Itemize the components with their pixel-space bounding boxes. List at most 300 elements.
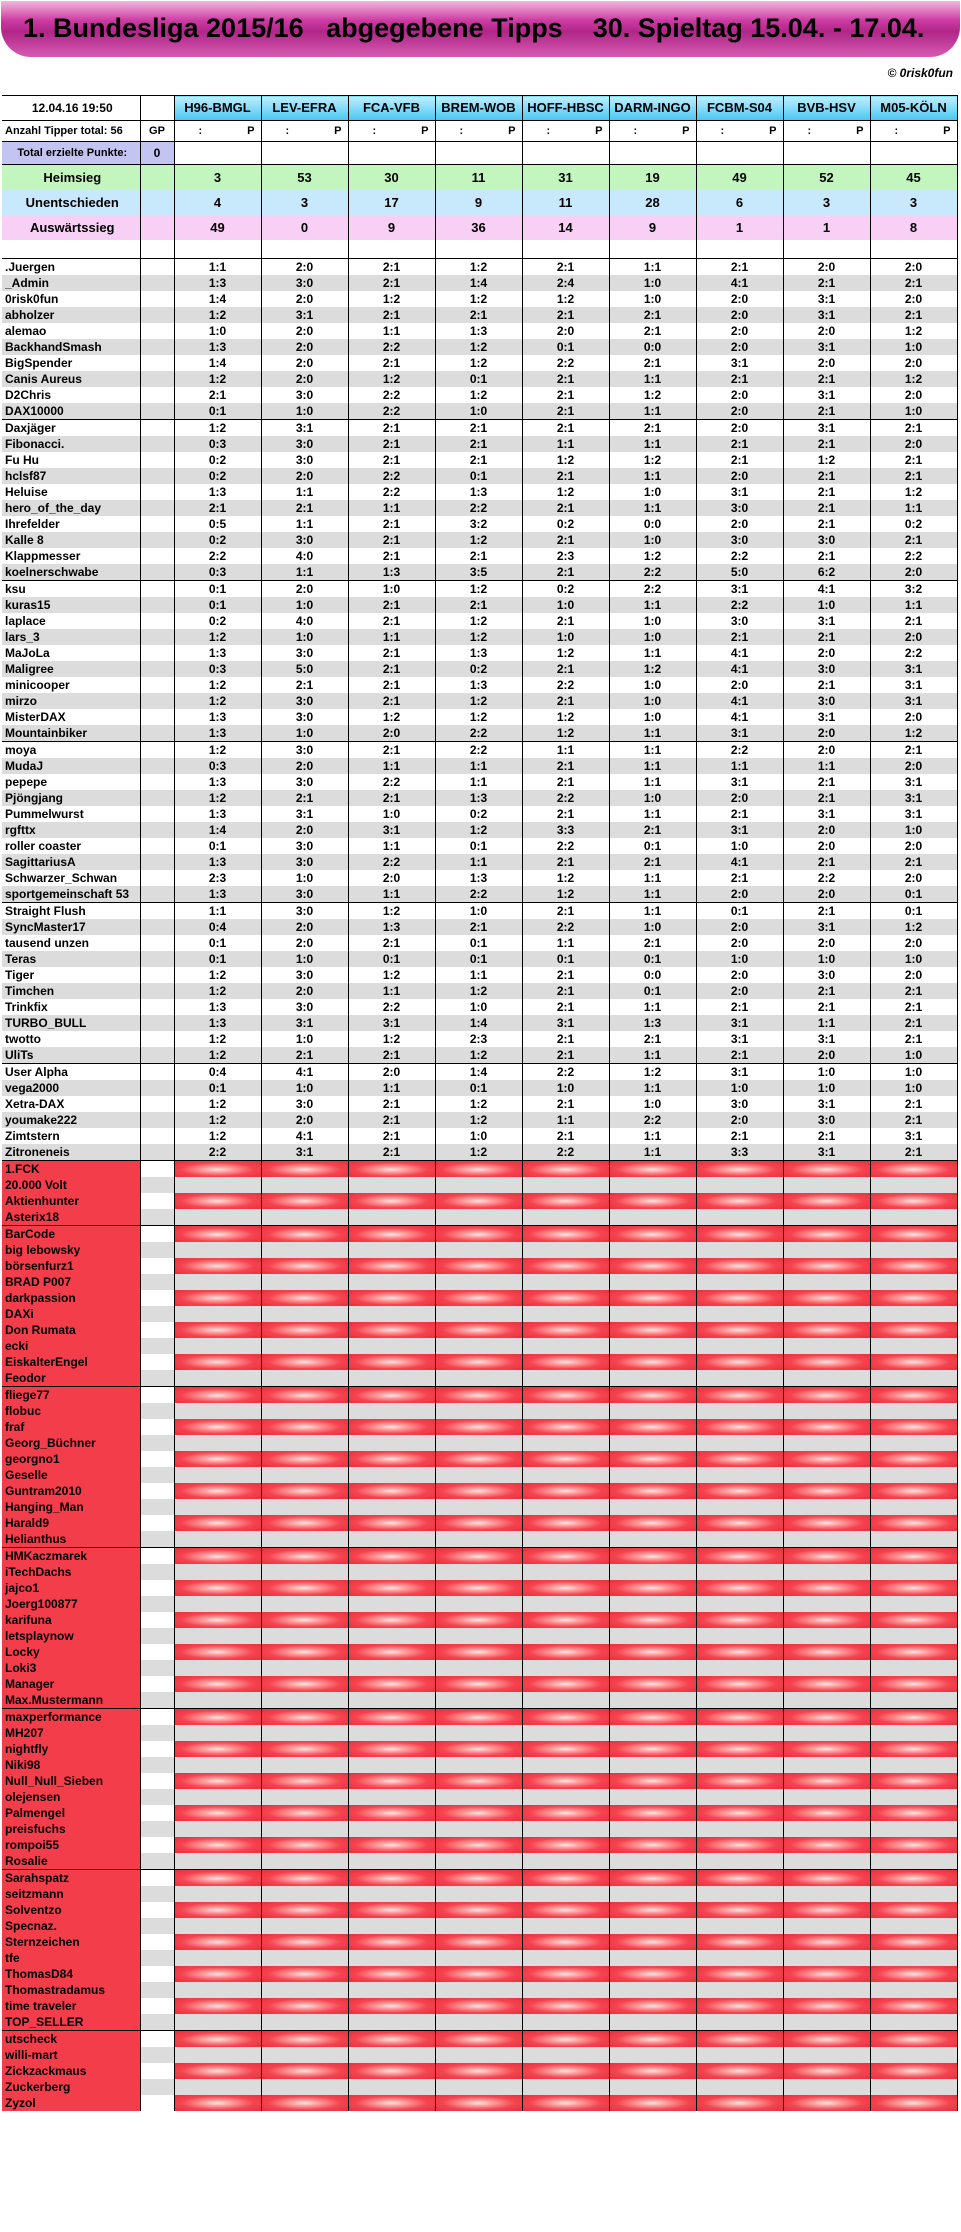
tipper-name: .Juergen — [2, 259, 140, 276]
tip-cell: 2:1 — [783, 1128, 870, 1144]
hidden-tip-blur — [609, 1403, 696, 1419]
tipper-row — [2, 436, 957, 452]
tip-cell: 2:1 — [522, 564, 609, 581]
tip-cell: 2:0 — [261, 291, 348, 307]
hidden-tip-blur — [261, 1709, 348, 1726]
hidden-tip-blur — [348, 1531, 435, 1548]
tip-cell: 2:0 — [261, 339, 348, 355]
hidden-tip-blur — [261, 2095, 348, 2111]
tipper-gp — [140, 1676, 174, 1692]
hidden-tip-blur — [261, 1773, 348, 1789]
tip-cell: 1:2 — [174, 790, 261, 806]
tip-cell: 1:0 — [609, 677, 696, 693]
tip-cell: 2:1 — [870, 854, 957, 870]
hidden-tip-blur — [522, 2031, 609, 2048]
tip-cell: 1:0 — [261, 1031, 348, 1047]
hidden-tip-blur — [870, 1725, 957, 1741]
tip-cell: 4:1 — [783, 581, 870, 598]
tipper-row — [2, 629, 957, 645]
tipper-name: ksu — [2, 581, 140, 598]
hidden-tip-blur — [783, 1370, 870, 1387]
hidden-tip-blur — [435, 1370, 522, 1387]
points-label: P — [682, 125, 690, 137]
hidden-tip-blur — [435, 1499, 522, 1515]
tip-cell: 4:1 — [696, 661, 783, 677]
hidden-tip-blur — [870, 1789, 957, 1805]
hidden-tip-blur — [261, 1274, 348, 1290]
tip-cell: 3:2 — [870, 581, 957, 598]
tip-cell: 3:1 — [783, 420, 870, 437]
tipper-gp — [140, 1161, 174, 1178]
tipper-name: maxperformance — [2, 1709, 140, 1726]
hidden-tip-blur — [348, 1998, 435, 2014]
tipper-name: Niki98 — [2, 1757, 140, 1773]
hidden-tip-blur — [174, 1483, 261, 1499]
tip-cell: 2:1 — [870, 1031, 957, 1047]
tip-cell: 2:1 — [870, 613, 957, 629]
tip-cell: 1:2 — [174, 371, 261, 387]
tip-cell: 1:0 — [261, 629, 348, 645]
tip-cell: 2:1 — [348, 1096, 435, 1112]
hidden-tip-blur — [348, 1274, 435, 1290]
hidden-tip-blur — [261, 1290, 348, 1306]
tip-cell: 2:0 — [261, 758, 348, 774]
tipper-gp — [140, 1387, 174, 1404]
tipper-gp — [140, 1031, 174, 1047]
tip-cell: 2:1 — [609, 935, 696, 951]
hidden-tip-blur — [348, 1660, 435, 1676]
hidden-tip-blur — [522, 1709, 609, 1726]
tip-cell: 1:2 — [870, 484, 957, 500]
hidden-tip-blur — [522, 1660, 609, 1676]
tipper-gp — [140, 1692, 174, 1709]
tipper-gp — [140, 1047, 174, 1064]
hidden-tip-blur — [174, 1226, 261, 1243]
hidden-tip-blur — [435, 2079, 522, 2095]
hidden-tip-blur — [522, 2014, 609, 2031]
hidden-tipper-row — [2, 1692, 957, 1709]
hidden-tip-blur — [348, 1467, 435, 1483]
tip-cell: 1:2 — [783, 452, 870, 468]
tip-cell: 2:1 — [435, 420, 522, 437]
tip-cell: 1:0 — [261, 870, 348, 886]
tipper-gp — [140, 725, 174, 742]
hidden-tip-blur — [435, 1870, 522, 1887]
hidden-tip-blur — [174, 1403, 261, 1419]
tipper-gp — [140, 1015, 174, 1031]
tip-cell: 1:3 — [174, 1015, 261, 1031]
title-banner — [1, 1, 960, 57]
hidden-tip-blur — [609, 1467, 696, 1483]
tip-cell: 2:1 — [348, 355, 435, 371]
tip-cell: 2:1 — [783, 468, 870, 484]
tip-cell: 0:1 — [435, 371, 522, 387]
tipper-name: Palmengel — [2, 1805, 140, 1821]
tipper-gp — [140, 1338, 174, 1354]
tipper-gp — [140, 999, 174, 1015]
tip-cell: 2:0 — [261, 1112, 348, 1128]
tipper-gp — [140, 339, 174, 355]
hidden-tip-blur — [348, 1982, 435, 1998]
hidden-tip-blur — [522, 1580, 609, 1596]
hidden-tip-blur — [174, 1644, 261, 1660]
hidden-tip-blur — [609, 1242, 696, 1258]
tipper-name: TURBO_BULL — [2, 1015, 140, 1031]
tip-cell: 1:2 — [348, 371, 435, 387]
hidden-tip-blur — [696, 1596, 783, 1612]
hidden-tip-blur — [435, 1918, 522, 1934]
hidden-tip-blur — [435, 1387, 522, 1404]
summary-count: 19 — [609, 165, 696, 191]
tipper-gp — [140, 291, 174, 307]
tipper-row — [2, 1096, 957, 1112]
tip-cell: 1:0 — [261, 951, 348, 967]
tipper-name: letsplaynow — [2, 1628, 140, 1644]
hidden-tip-blur — [783, 1789, 870, 1805]
hidden-tip-blur — [609, 2095, 696, 2111]
tip-cell: 2:1 — [348, 1144, 435, 1161]
hidden-tip-blur — [522, 1837, 609, 1853]
tip-cell: 3:0 — [261, 774, 348, 790]
hidden-tip-blur — [174, 1322, 261, 1338]
hidden-tipper-row — [2, 1725, 957, 1741]
tip-cell: 1:3 — [174, 275, 261, 291]
tip-cell: 1:1 — [609, 259, 696, 276]
tip-cell: 2:0 — [783, 838, 870, 854]
hidden-tipper-row — [2, 1515, 957, 1531]
hidden-tipper-row — [2, 1483, 957, 1499]
summary-count: 28 — [609, 190, 696, 215]
tip-cell: 0:1 — [348, 951, 435, 967]
hidden-tip-blur — [870, 1628, 957, 1644]
hidden-tip-blur — [609, 1757, 696, 1773]
tip-cell: 1:2 — [609, 452, 696, 468]
tipper-gp — [140, 452, 174, 468]
hidden-tip-blur — [696, 1483, 783, 1499]
hidden-tip-blur — [348, 2079, 435, 2095]
hidden-tip-blur — [522, 1306, 609, 1322]
hidden-tip-blur — [783, 2095, 870, 2111]
tipper-gp — [140, 806, 174, 822]
tip-cell: 2:0 — [783, 1047, 870, 1064]
tip-cell: 2:0 — [696, 790, 783, 806]
tip-cell: 0:3 — [174, 564, 261, 581]
hidden-tip-blur — [870, 2031, 957, 2048]
hidden-tipper-row — [2, 1773, 957, 1789]
hidden-tip-blur — [348, 1821, 435, 1837]
tip-cell: 3:0 — [261, 999, 348, 1015]
hidden-tip-blur — [174, 1435, 261, 1451]
hidden-tip-blur — [261, 1886, 348, 1902]
tip-cell: 3:0 — [261, 886, 348, 903]
tipper-name: abholzer — [2, 307, 140, 323]
match-header: M05-KÖLN — [870, 96, 957, 121]
tip-cell: 2:0 — [783, 323, 870, 339]
hidden-tip-blur — [174, 1564, 261, 1580]
tip-cell: 1:1 — [609, 774, 696, 790]
tip-cell: 1:0 — [870, 1047, 957, 1064]
tipper-gp — [140, 854, 174, 870]
hidden-tip-blur — [783, 1451, 870, 1467]
colon-label: : — [372, 125, 377, 137]
match-header: FCBM-S04 — [696, 96, 783, 121]
hidden-tip-blur — [870, 1580, 957, 1596]
tip-cell: 3:1 — [870, 661, 957, 677]
hidden-tip-blur — [261, 1161, 348, 1178]
tip-cell: 2:1 — [870, 1015, 957, 1031]
hidden-tipper-row — [2, 1821, 957, 1837]
hidden-tip-blur — [435, 1467, 522, 1483]
tip-cell: 2:1 — [522, 1128, 609, 1144]
hidden-tip-blur — [696, 2079, 783, 2095]
tip-cell: 2:1 — [522, 967, 609, 983]
hidden-tip-blur — [435, 1692, 522, 1709]
tip-cell: 3:1 — [870, 774, 957, 790]
hidden-tip-blur — [783, 1853, 870, 1870]
hidden-tip-blur — [522, 1676, 609, 1692]
tip-cell: 2:0 — [261, 323, 348, 339]
hidden-tip-blur — [870, 1338, 957, 1354]
tipper-gp — [140, 1950, 174, 1966]
tipper-gp — [140, 1531, 174, 1548]
tip-cell: 3:0 — [783, 1112, 870, 1128]
hidden-tip-blur — [174, 1676, 261, 1692]
hidden-tip-blur — [696, 1515, 783, 1531]
tipper-gp — [140, 275, 174, 291]
tipper-gp — [140, 355, 174, 371]
tipper-name: lars_3 — [2, 629, 140, 645]
hidden-tipper-row — [2, 2063, 957, 2079]
tipper-name: BRAD P007 — [2, 1274, 140, 1290]
hidden-tip-blur — [522, 1950, 609, 1966]
tip-cell: 3:1 — [783, 339, 870, 355]
tip-cell: 2:2 — [348, 403, 435, 420]
tipper-gp — [140, 693, 174, 709]
tip-cell: 2:0 — [696, 1112, 783, 1128]
tipper-name: Thomastradamus — [2, 1982, 140, 1998]
tip-cell: 1:0 — [261, 403, 348, 420]
hidden-tip-blur — [783, 1499, 870, 1515]
tip-cell: 3:0 — [261, 903, 348, 920]
tip-cell: 1:1 — [609, 645, 696, 661]
tip-cell: 1:1 — [609, 371, 696, 387]
tipper-gp — [140, 870, 174, 886]
tip-cell: 2:1 — [696, 629, 783, 645]
hidden-tip-blur — [348, 1226, 435, 1243]
tip-cell: 3:0 — [783, 693, 870, 709]
colon-label: : — [720, 125, 725, 137]
tip-cell: 0:3 — [174, 758, 261, 774]
hidden-tip-blur — [696, 1564, 783, 1580]
hidden-tip-blur — [609, 1918, 696, 1934]
spacer-cell — [870, 240, 957, 259]
hidden-tip-blur — [261, 1515, 348, 1531]
hidden-tip-blur — [696, 1998, 783, 2014]
tip-cell: 2:0 — [696, 967, 783, 983]
tip-cell: 2:0 — [783, 742, 870, 759]
tip-cell: 1:1 — [435, 758, 522, 774]
tipper-name: Fibonacci. — [2, 436, 140, 452]
tipper-gp — [140, 1918, 174, 1934]
tip-cell: 1:0 — [609, 484, 696, 500]
tip-cell: 0:3 — [174, 436, 261, 452]
hidden-tipper-row — [2, 2014, 957, 2031]
hidden-tip-blur — [522, 1966, 609, 1982]
hidden-tip-blur — [609, 1982, 696, 1998]
tip-cell: 2:1 — [522, 806, 609, 822]
tipper-name: jajco1 — [2, 1580, 140, 1596]
hidden-tip-blur — [174, 1934, 261, 1950]
tipper-row — [2, 822, 957, 838]
tip-cell: 2:1 — [783, 854, 870, 870]
tipper-name: Sternzeichen — [2, 1934, 140, 1950]
tips-table — [2, 95, 958, 2111]
tip-cell: 3:0 — [696, 532, 783, 548]
tip-cell: 2:2 — [348, 854, 435, 870]
tipper-name: _Admin — [2, 275, 140, 291]
hidden-tip-blur — [696, 2063, 783, 2079]
tip-cell: 0:1 — [435, 1080, 522, 1096]
tip-cell: 2:1 — [522, 983, 609, 999]
hidden-tip-blur — [870, 1612, 957, 1628]
tip-cell: 2:1 — [348, 1047, 435, 1064]
tip-cell: 1:2 — [174, 420, 261, 437]
tip-cell: 1:2 — [870, 725, 957, 742]
tip-cell: 2:1 — [522, 693, 609, 709]
hidden-tipper-row — [2, 1998, 957, 2014]
hidden-tip-blur — [435, 1596, 522, 1612]
hidden-tip-blur — [348, 1322, 435, 1338]
summary-count: 8 — [870, 215, 957, 240]
tipper-gp — [140, 1709, 174, 1726]
summary-count: 36 — [435, 215, 522, 240]
hidden-tip-blur — [261, 1982, 348, 1998]
tipper-gp — [140, 516, 174, 532]
tipper-row — [2, 758, 957, 774]
hidden-tip-blur — [174, 1805, 261, 1821]
hidden-tip-blur — [609, 1596, 696, 1612]
hidden-tip-blur — [261, 1370, 348, 1387]
tipper-gp — [140, 983, 174, 999]
hidden-tip-blur — [348, 1354, 435, 1370]
hidden-tip-blur — [174, 1354, 261, 1370]
hidden-tip-blur — [696, 1467, 783, 1483]
tip-cell: 2:1 — [696, 452, 783, 468]
tip-cell: 3:0 — [696, 500, 783, 516]
tip-cell: 4:1 — [696, 693, 783, 709]
tip-cell: 2:2 — [609, 581, 696, 598]
tipper-gp — [140, 1177, 174, 1193]
hidden-tip-blur — [261, 1435, 348, 1451]
hidden-tip-blur — [696, 1676, 783, 1692]
tip-cell: 1:1 — [609, 403, 696, 420]
hidden-tip-blur — [435, 1660, 522, 1676]
tipper-gp — [140, 1467, 174, 1483]
hidden-tip-blur — [783, 1419, 870, 1435]
hidden-tip-blur — [696, 1644, 783, 1660]
hidden-tip-blur — [609, 1853, 696, 1870]
hidden-tip-blur — [609, 1370, 696, 1387]
tip-cell: 2:1 — [783, 999, 870, 1015]
score-points-subheader — [609, 121, 696, 142]
hidden-tip-blur — [348, 1725, 435, 1741]
hidden-tip-blur — [522, 1419, 609, 1435]
hidden-tip-blur — [174, 1161, 261, 1178]
tip-cell: 2:1 — [348, 307, 435, 323]
total-points-blank — [609, 142, 696, 165]
tip-cell: 1:0 — [870, 403, 957, 420]
hidden-tip-blur — [435, 1789, 522, 1805]
hidden-tip-blur — [783, 2079, 870, 2095]
tip-cell: 2:1 — [783, 774, 870, 790]
tipper-name: fraf — [2, 1419, 140, 1435]
tipper-name: Ihrefelder — [2, 516, 140, 532]
hidden-tip-blur — [435, 1580, 522, 1596]
hidden-tip-blur — [174, 1741, 261, 1757]
tipper-name: darkpassion — [2, 1290, 140, 1306]
tip-cell: 1:2 — [174, 742, 261, 759]
hidden-tip-blur — [783, 1644, 870, 1660]
hidden-tip-blur — [783, 2014, 870, 2031]
tip-cell: 2:1 — [348, 259, 435, 276]
hidden-tip-blur — [870, 1209, 957, 1226]
hidden-tipper-row — [2, 1226, 957, 1243]
hidden-tip-blur — [435, 1612, 522, 1628]
hidden-tip-blur — [174, 1370, 261, 1387]
hidden-tip-blur — [783, 1870, 870, 1887]
hidden-tip-blur — [261, 1531, 348, 1548]
tip-cell: 3:0 — [783, 661, 870, 677]
hidden-tip-blur — [609, 1322, 696, 1338]
total-points-blank — [696, 142, 783, 165]
summary-row — [2, 165, 957, 191]
hidden-tip-blur — [783, 1821, 870, 1837]
tipper-name: georgno1 — [2, 1451, 140, 1467]
tipper-row — [2, 371, 957, 387]
tip-cell: 2:1 — [609, 355, 696, 371]
tip-cell: 5:0 — [696, 564, 783, 581]
hidden-tip-blur — [261, 2031, 348, 2048]
hidden-tip-blur — [609, 1725, 696, 1741]
hidden-tip-blur — [870, 1177, 957, 1193]
header-row — [2, 96, 957, 121]
tip-cell: 2:1 — [522, 307, 609, 323]
hidden-tip-blur — [174, 2095, 261, 2111]
tipper-row — [2, 838, 957, 854]
hidden-tip-blur — [348, 1370, 435, 1387]
hidden-tipper-row — [2, 1966, 957, 1982]
tip-cell: 1:1 — [696, 758, 783, 774]
tip-cell: 2:1 — [783, 484, 870, 500]
hidden-tip-blur — [261, 1757, 348, 1773]
tipper-gp — [140, 1628, 174, 1644]
hidden-tip-blur — [783, 1741, 870, 1757]
tip-cell: 1:2 — [174, 1047, 261, 1064]
tipper-gp — [140, 758, 174, 774]
tip-cell: 1:2 — [348, 903, 435, 920]
hidden-tip-blur — [522, 1982, 609, 1998]
hidden-tip-blur — [783, 1950, 870, 1966]
hidden-tip-blur — [261, 1660, 348, 1676]
tipper-name: SagittariusA — [2, 854, 140, 870]
hidden-tipper-row — [2, 1322, 957, 1338]
hidden-tip-blur — [348, 1628, 435, 1644]
hidden-tip-blur — [348, 1773, 435, 1789]
tip-cell: 0:2 — [522, 516, 609, 532]
tipper-name: Geselle — [2, 1467, 140, 1483]
summary-count: 31 — [522, 165, 609, 191]
hidden-tip-blur — [261, 1193, 348, 1209]
